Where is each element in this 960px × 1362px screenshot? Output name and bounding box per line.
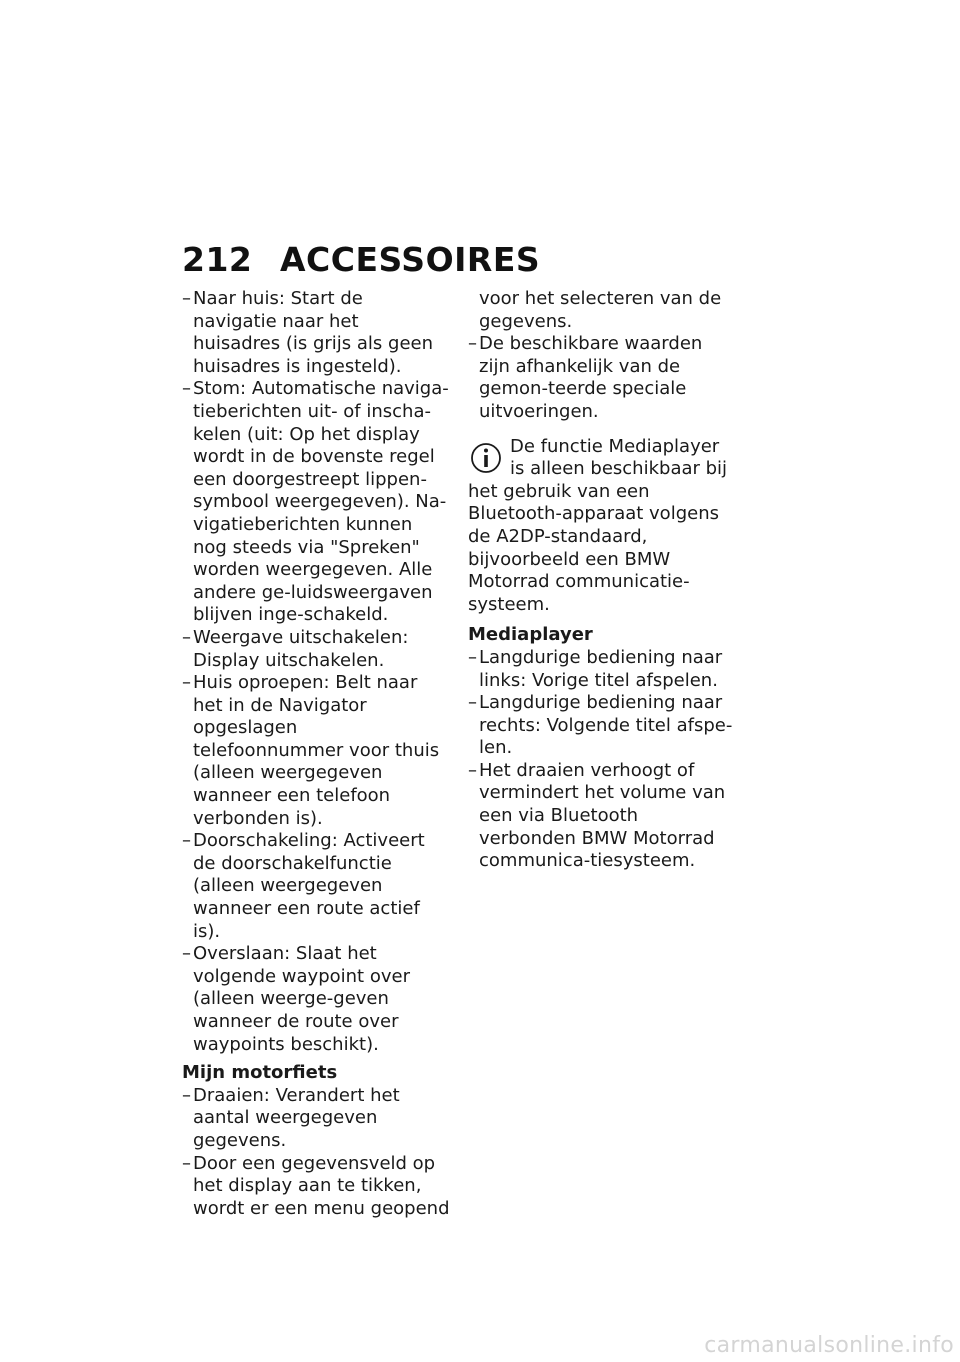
list-dash: – bbox=[182, 378, 191, 400]
continued-text: voor het selecteren van de gegevens. bbox=[479, 288, 722, 332]
list-dash: – bbox=[182, 288, 191, 309]
list-item-text: Naar huis: Start de navigatie naar het huisadres (is grijs als geen huisadres is ingesteld). bbox=[193, 288, 433, 377]
list-dash: – bbox=[182, 672, 191, 694]
right-column bbox=[468, 288, 736, 873]
list-dash: – bbox=[468, 692, 477, 714]
list-item bbox=[182, 830, 450, 943]
list-item bbox=[468, 760, 736, 873]
list-dash: – bbox=[468, 646, 477, 668]
list-item bbox=[182, 943, 450, 1056]
list-dash: – bbox=[182, 1152, 191, 1174]
list-item-text: Door een gegevensveld op het display aan te tikken, wordt er een menu geopend bbox=[193, 1152, 450, 1219]
list-dash: – bbox=[468, 333, 477, 355]
list-item bbox=[182, 1153, 450, 1221]
list-item bbox=[182, 627, 450, 672]
list-dash: – bbox=[182, 1084, 191, 1106]
list-item bbox=[468, 692, 736, 760]
list-item-text: Het draaien verhoogt of vermindert het volume van een via Bluetooth verbonden BMW Motorrad communica-tiesysteem. bbox=[479, 759, 726, 872]
list-item-text: De beschikbare waarden zijn afhankelijk van de gemon-teerde speciale uitvoeringen. bbox=[479, 333, 703, 422]
list-item bbox=[182, 288, 450, 378]
list-item-text: Stom: Automatische naviga-tieberichten uit- of inscha-kelen (uit: Op het display wordt in de bovenste regel een doorgestreept lippen-symbool weergegeven). Na-vigatieberichten kunnen nog steeds via "Spreken" worden weergegeven. Alle andere ge-luidsweergaven blijven inge-schakeld. bbox=[193, 378, 449, 626]
watermark: carmanualsonline.info bbox=[704, 1333, 954, 1358]
chapter-title: ACCESSOIRES bbox=[280, 240, 541, 279]
list-item bbox=[468, 333, 736, 423]
info-icon bbox=[468, 438, 504, 478]
list-item-text: Doorschakeling: Activeert de doorschakelfunctie (alleen weergegeven wanneer een route actief is). bbox=[193, 830, 425, 942]
section-heading-mediaplayer: Mediaplayer bbox=[468, 624, 593, 646]
list-item-text: Overslaan: Slaat het volgende waypoint over (alleen weerge-geven wanneer de route over waypoints beschikt). bbox=[193, 943, 410, 1055]
list-item-text: Langdurige bediening naar links: Vorige titel afspelen. bbox=[479, 646, 723, 691]
list-item bbox=[182, 1085, 450, 1153]
list-item bbox=[468, 647, 736, 692]
section-heading-mijn-motorfiets: Mijn motorfiets bbox=[182, 1062, 338, 1084]
list-dash: – bbox=[182, 626, 191, 648]
list-item-text: Weergave uitschakelen: Display uitschakelen. bbox=[193, 626, 409, 671]
list-item-text: Draaien: Verandert het aantal weergegeven gegevens. bbox=[193, 1084, 400, 1151]
list-item-text: Huis oproepen: Belt naar het in de Navigator opgeslagen telefoonnummer voor thuis (alleen weergegeven wanneer een telefoon verbonden is). bbox=[193, 672, 440, 829]
note-text: De functie Mediaplayer is alleen beschikbaar bij het gebruik van een Bluetooth-apparaat volgens de A2DP-standaard, bijvoorbeeld een BMW Motorrad communicatie-systeem. bbox=[468, 435, 728, 615]
page-number: 212 bbox=[182, 240, 253, 279]
list-item bbox=[182, 672, 450, 830]
list-item-text: Langdurige bediening naar rechts: Volgende titel afspe-len. bbox=[479, 692, 733, 759]
left-column bbox=[182, 288, 450, 1220]
info-note bbox=[468, 436, 736, 617]
page-header bbox=[182, 240, 540, 279]
list-item bbox=[182, 378, 450, 627]
list-dash: – bbox=[182, 943, 191, 965]
list-dash: – bbox=[468, 759, 477, 781]
list-dash: – bbox=[182, 830, 191, 852]
